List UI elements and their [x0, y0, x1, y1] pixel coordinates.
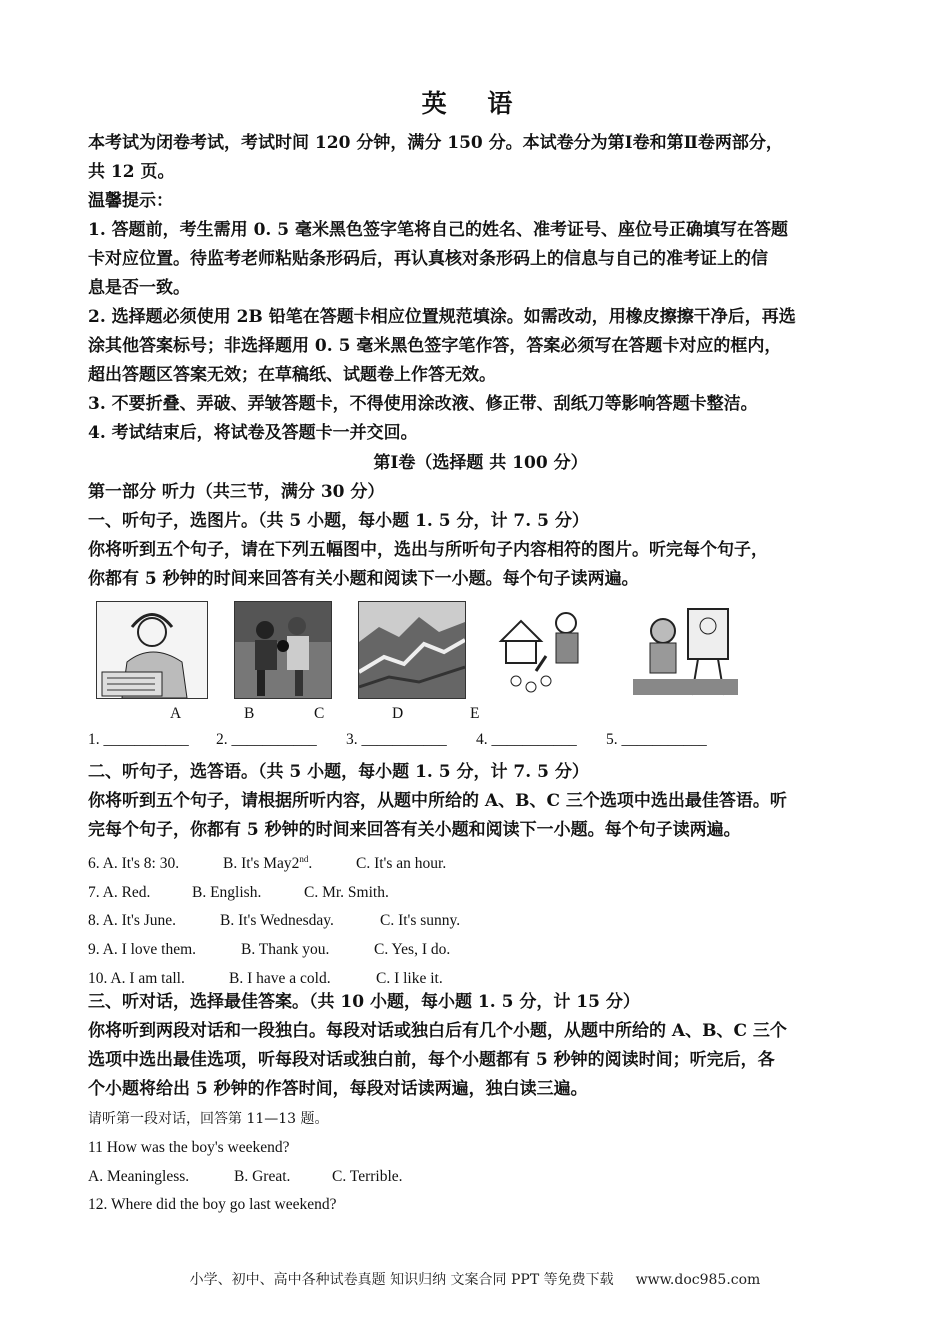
tip-line: 超出答题区答案无效；在草稿纸、试题卷上作答无效。 — [88, 365, 496, 385]
part1-heading: 第一部分 听力（共三节，满分 30 分） — [88, 482, 385, 502]
question-9 — [88, 936, 873, 965]
option-b: B. English. — [192, 883, 262, 901]
section3-questions — [88, 1134, 873, 1220]
answer-blank[interactable]: 5. ___________ — [606, 731, 707, 748]
picture-b-basketball — [234, 601, 332, 699]
question-6 — [88, 845, 873, 879]
section3-instruction: 选项中选出最佳选项，听每段对话或独白前，每个小题都有 5 秒钟的阅读时间；听完后，各 — [88, 1050, 775, 1070]
tip-line: 3. 不要折叠、弄破、弄皱答题卡，不得使用涂改液、修正带、刮纸刀等影响答题卡整洁。 — [88, 394, 758, 414]
section2-block — [88, 758, 873, 845]
option-b: B. I have a cold. — [229, 969, 331, 987]
section1-instruction: 你都有 5 秒钟的时间来回答有关小题和阅读下一小题。每个句子读两遍。 — [88, 569, 639, 589]
option-a: 9. A. I love them. — [88, 940, 197, 958]
option-b: B. It's May2nd. — [223, 854, 313, 873]
question-8 — [88, 907, 873, 936]
picture-a-girl-writing — [96, 601, 208, 699]
option-c: C. Mr. Smith. — [304, 883, 389, 901]
answer-blank[interactable]: 4. ___________ — [476, 731, 577, 748]
tips-label: 温馨提示： — [88, 191, 173, 211]
option-c: C. It's an hour. — [356, 855, 447, 873]
section3-heading: 三、听对话，选择最佳答案。（共 10 小题，每小题 1. 5 分，计 15 分） — [88, 992, 640, 1012]
picture-label: C — [314, 705, 325, 722]
page-footer — [0, 1269, 950, 1289]
page-title: 英 语 — [421, 89, 529, 118]
section3-instruction: 个小题将给出 5 秒钟的作答时间，每段对话读两遍，独白读三遍。 — [88, 1079, 588, 1099]
section-block — [88, 478, 873, 594]
question-11: 11 How was the boy's weekend? — [88, 1139, 290, 1156]
picture-d-boy-watering — [496, 601, 596, 697]
tip-line: 卡对应位置。待监考老师粘贴条形码后，再认真核对条形码上的信息与自己的准考证上的信 — [88, 249, 768, 269]
picture-label: E — [470, 705, 480, 722]
option-c: C. Yes, I do. — [374, 940, 451, 958]
footer-url[interactable]: www.doc985.com — [635, 1272, 761, 1288]
section2-instruction: 你将听到五个句子，请根据所听内容，从题中所给的 A、B、C 三个选项中选出最佳答语。听 — [88, 791, 787, 811]
footer-text: 小学、初中、高中各种试卷真题 知识归纳 文案合同 PPT 等免费下载 — [189, 1272, 614, 1288]
question-7 — [88, 879, 873, 908]
option-a: 10. A. I am tall. — [88, 969, 185, 987]
section2-heading: 二、听句子，选答语。（共 5 小题，每小题 1. 5 分，计 7. 5 分） — [88, 762, 589, 782]
answer-blank[interactable]: 2. ___________ — [216, 731, 317, 748]
question-12: 12. Where did the boy go last weekend? — [88, 1196, 337, 1214]
tip-line: 涂其他答案标号；非选择题用 0. 5 毫米黑色签字笔作答，答案必须写在答题卡对应的框内， — [88, 336, 782, 356]
tips-block — [88, 187, 873, 448]
option-a: 6. A. It's 8: 30. — [88, 855, 180, 873]
picture-label: A — [170, 705, 182, 722]
section3-instruction: 你将听到两段对话和一段独白。每段对话或独白后有几个小题，从题中所给的 A、B、C 三个 — [88, 1021, 787, 1041]
option-c: C. Terrible. — [332, 1167, 403, 1185]
question-11-options — [88, 1163, 873, 1192]
volume1-heading: 第Ⅰ卷（选择题 共 100 分） — [373, 453, 588, 473]
option-b: B. Thank you. — [241, 940, 330, 958]
picture-label: D — [392, 705, 404, 722]
option-a: A. Meaningless. — [88, 1167, 190, 1185]
answer-blank[interactable]: 1. ___________ — [88, 731, 189, 748]
picture-label: B — [244, 705, 255, 722]
option-c: C. It's sunny. — [380, 912, 461, 930]
option-c: C. I like it. — [376, 969, 443, 987]
option-a: 8. A. It's June. — [88, 912, 177, 930]
section2-questions — [88, 845, 873, 993]
picture-e-boy-painting — [628, 601, 742, 697]
section1-heading: 一、听句子，选图片。（共 5 小题，每小题 1. 5 分，计 7. 5 分） — [88, 511, 589, 531]
picture-c-great-wall — [358, 601, 466, 699]
section1-instruction: 你将听到五个句子，请在下列五幅图中，选出与所听句子内容相符的图片。听完每个句子， — [88, 540, 768, 560]
picture-row — [96, 601, 756, 701]
section2-instruction: 完每个句子，你都有 5 秒钟的时间来回答有关小题和阅读下一小题。每个句子读两遍。 — [88, 820, 741, 840]
answer-blank[interactable]: 3. ___________ — [346, 731, 447, 748]
option-b: B. Great. — [234, 1167, 291, 1185]
intro-line: 本考试为闭卷考试，考试时间 120 分钟，满分 150 分。本试卷分为第Ⅰ卷和第Ⅱ卷两部分， — [88, 133, 783, 153]
tip-line: 息是否一致。 — [88, 278, 190, 298]
tip-line: 2. 选择题必须使用 2B 铅笔在答题卡相应位置规范填涂。如需改动，用橡皮擦擦干净后，再选 — [88, 307, 796, 327]
section3-block — [88, 988, 873, 1104]
option-a: 7. A. Red. — [88, 883, 151, 901]
option-b: B. It's Wednesday. — [220, 912, 334, 930]
answer-blanks — [88, 731, 788, 755]
section3-prompt: 请听第一段对话，回答第 11—13 题。 — [88, 1111, 329, 1127]
exam-intro — [88, 129, 873, 187]
tip-line: 4. 考试结束后，将试卷及答题卡一并交回。 — [88, 423, 418, 443]
picture-labels — [88, 705, 688, 727]
intro-line: 共 12 页。 — [88, 162, 175, 182]
tip-line: 1. 答题前，考生需用 0. 5 毫米黑色签字笔将自己的姓名、准考证号、座位号正确填写在答题 — [88, 220, 788, 240]
